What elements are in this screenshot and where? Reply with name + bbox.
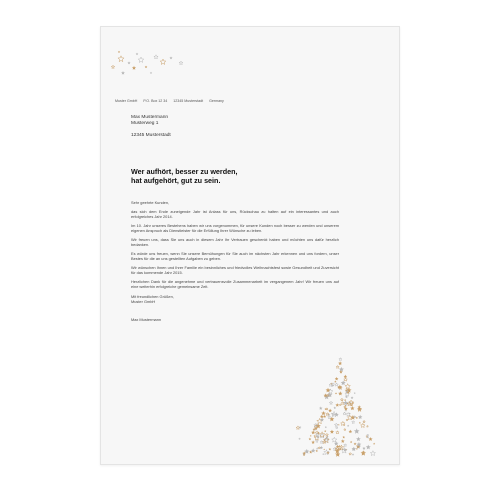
recipient-address [131, 115, 171, 139]
star-shape [351, 396, 354, 399]
star-shape [335, 383, 338, 386]
star-shape [362, 447, 365, 450]
body-paragraph: Herzlichen Dank für die angenehme und vertrauensvolle Zusammenarbeit im vergangenem Jahr! Wir freuen uns auf eine weiterhin erfolgreiche gemeinsame Zeit. [131, 278, 339, 289]
closing-line-2: Muster GmbH [131, 299, 156, 305]
star-shape [316, 450, 318, 452]
star-shape [350, 406, 354, 410]
sender-country: Germany [209, 99, 224, 103]
star-shape [318, 447, 320, 449]
star-shape [333, 406, 336, 409]
star-shape [339, 404, 341, 406]
star-shape [329, 401, 332, 404]
star-shape [150, 72, 152, 74]
star-shape [326, 408, 328, 410]
star-shape [329, 448, 332, 451]
star-shape [343, 412, 346, 415]
star-shape [340, 398, 343, 401]
star-shape [361, 423, 365, 427]
star-shape [309, 450, 312, 453]
star-shape [169, 56, 172, 59]
recipient-name: Max Mustermann [131, 115, 169, 120]
star-shape [352, 453, 354, 455]
star-shape [299, 438, 301, 439]
star-shape [326, 388, 331, 393]
star-shape [359, 422, 361, 424]
star-shape [335, 377, 339, 381]
headline-line-2: hat aufgehört, gut zu sein. [131, 176, 221, 185]
star-shape [325, 426, 327, 428]
star-shape [336, 427, 338, 429]
star-shape [356, 437, 361, 441]
star-shape [334, 441, 339, 445]
closing-greeting [131, 294, 339, 304]
star-shape [370, 451, 375, 456]
star-shape [310, 435, 312, 437]
star-shape [328, 409, 332, 413]
star-shape [320, 441, 323, 444]
star-shape [358, 415, 362, 419]
star-shape [328, 416, 331, 419]
headline-line-1: Wer aufhört, besser zu werden, [131, 167, 238, 176]
star-shape [118, 56, 124, 62]
sender-address-line [115, 99, 345, 103]
star-shape [314, 435, 316, 437]
letter-headline [131, 167, 291, 185]
star-shape [321, 411, 325, 415]
star-shape [367, 434, 369, 436]
star-shape [118, 51, 120, 53]
star-shape [338, 391, 342, 395]
star-shape [138, 57, 144, 62]
star-shape [361, 450, 366, 455]
star-shape [341, 439, 345, 443]
star-shape [366, 445, 371, 450]
star-shape [350, 441, 352, 443]
star-shape [335, 403, 339, 407]
star-shape [332, 437, 337, 442]
star-shape [363, 420, 365, 422]
star-shape [335, 392, 337, 394]
sender-city: 12345 Musterstadt [173, 99, 204, 103]
sender-company: Muster GmbH [115, 99, 138, 103]
star-shape [319, 406, 323, 409]
star-shape [111, 65, 114, 68]
salutation: Sehr geehrte Kunden, [131, 200, 170, 205]
star-shape [311, 430, 315, 434]
body-paragraph: Wir freuen uns, dass Sie uns auch in diesem Jahr Ihr Vertrauen geschenkt haben und möchten uns dafür herzlich bedanken. [131, 236, 339, 247]
star-shape [373, 443, 375, 445]
star-shape [334, 380, 336, 382]
star-shape [343, 448, 347, 452]
letter-body [131, 200, 339, 325]
star-shape [179, 61, 183, 65]
star-shape [336, 366, 339, 369]
closing-line-1: Mit freundlichen Grüßen, [131, 294, 174, 300]
letter-sheet [100, 26, 400, 465]
star-shape [345, 384, 350, 389]
star-shape [320, 415, 324, 419]
star-shape [334, 423, 338, 426]
recipient-city: 12345 Musterstadt [131, 133, 171, 138]
star-shape [299, 426, 301, 428]
star-shape [346, 419, 349, 422]
star-shape [354, 428, 360, 433]
star-shape [324, 430, 326, 432]
star-shape [339, 367, 344, 372]
star-shape [344, 428, 346, 430]
star-shape [339, 358, 342, 361]
star-shape [347, 425, 349, 427]
body-paragraph: Im 10. Jahr unseres Bestehens haben wir uns vorgenommen, für unsere Kunden noch besser zu werden und unserem eigenen Anspruch als Dienstleister für die Erfüllung Ihrer Wünsche zu leben. [131, 222, 339, 233]
star-shape [323, 449, 325, 451]
star-shape [336, 431, 339, 434]
star-shape [311, 440, 315, 443]
star-shape [330, 430, 334, 434]
star-shape [319, 432, 325, 437]
star-shape [309, 438, 312, 441]
star-shape [145, 66, 148, 69]
star-shape [323, 415, 326, 418]
body-paragraph: Wir wünschen Ihnen und Ihrer Familie ein besinnliches und friedvolles Weihnachtsfest sowie Gesundheit und Zuversicht für das kommende Jahr 2015. [131, 264, 339, 275]
signature-name: Max Mustermann [131, 316, 162, 322]
body-paragraph: Es würde uns freuen, wenn Sie unsere Bemühungen für Sie auch im nächsten Jahr erkennen und uns fordern, unser Bestes für die an uns gestellten Aufgaben zu geben. [131, 250, 339, 261]
star-shape [121, 71, 125, 75]
star-shape [338, 361, 342, 365]
star-shape [349, 430, 353, 433]
star-shape [356, 417, 358, 419]
sender-po-box: P.O. Box 12 34 [143, 99, 168, 103]
recipient-street: Musterweg 1 [131, 121, 159, 126]
star-shape [154, 55, 158, 59]
star-shape [352, 421, 355, 424]
star-shape [325, 433, 328, 436]
star-shape [344, 444, 347, 447]
star-shape [127, 61, 130, 64]
star-shape [136, 53, 139, 56]
star-shape [354, 442, 357, 445]
star-shape [322, 453, 324, 455]
star-shape [132, 66, 136, 70]
star-shape [160, 59, 166, 64]
star-shape [354, 392, 356, 394]
star-shape [316, 448, 318, 450]
body-paragraph: das sich dem Ende zuneigende Jahr ist Anlass für uns, Rückschau zu halten auf ein interessantes und auch erfolgreiches Jahr 2014. [131, 208, 339, 219]
star-shape [326, 413, 329, 416]
star-shape [342, 436, 345, 439]
star-shape [344, 378, 348, 381]
star-shape [349, 452, 352, 455]
star-shape [367, 425, 369, 427]
star-shape [296, 426, 300, 429]
star-shape [368, 437, 372, 441]
